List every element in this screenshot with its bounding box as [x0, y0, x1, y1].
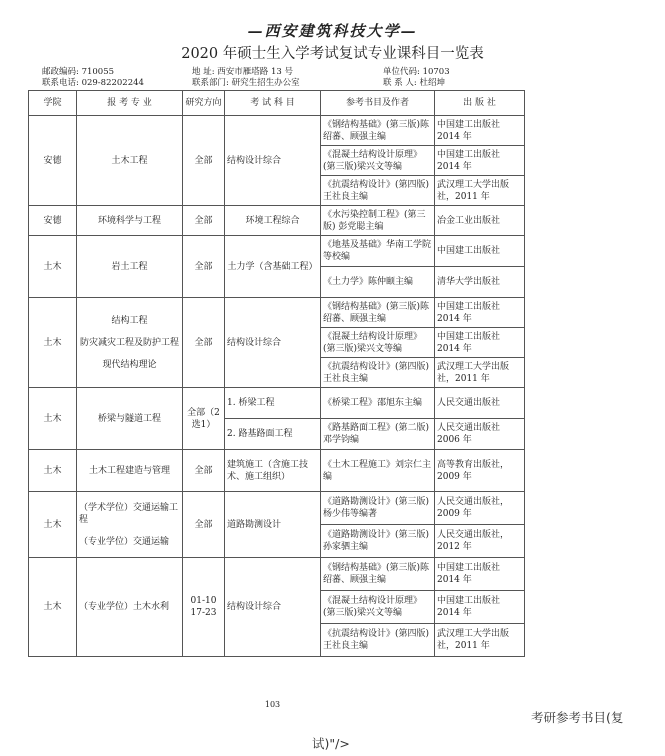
- unit-code-label: 单位代码:: [383, 67, 420, 77]
- subject-cell: 建筑施工（含施工技术、施工组织）: [225, 450, 321, 492]
- publisher-cell: 中国建工出版社 2014 年: [435, 558, 525, 591]
- table-row: [29, 388, 525, 419]
- book-cell: 《土力学》陈仲颐主编: [321, 267, 435, 298]
- postcode-label: 邮政编码:: [42, 67, 79, 77]
- header-books: 参考书目及作者: [321, 91, 435, 116]
- table-row: [29, 450, 525, 492]
- book-cell: 《路基路面工程》(第二版)邓学钧编: [321, 419, 435, 450]
- university-name: —西安建筑科技大学—: [247, 22, 418, 40]
- major-line: 防灾减灾工程及防护工程: [79, 337, 179, 348]
- book-cell: 《抗震结构设计》(第四版)王社良主编: [321, 176, 435, 206]
- publisher-cell: 中国建工出版社: [435, 236, 525, 267]
- major-line: （学术学位）交通运输工程: [79, 502, 179, 525]
- postcode-info: [42, 67, 114, 78]
- major-line: 结构工程: [111, 315, 148, 326]
- unit-code-info: [383, 67, 450, 78]
- publisher-cell: 中国建工出版社 2014 年: [435, 116, 525, 146]
- document-title: 2020 年硕士生入学考试复试专业课科目一览表: [181, 46, 484, 62]
- direction-cell: 全部: [183, 116, 225, 206]
- direction-cell: 全部: [183, 236, 225, 298]
- book-cell: 《钢结构基础》(第三版)陈绍蕃、顾强主编: [321, 116, 435, 146]
- publisher-cell: 中国建工出版社 2014 年: [435, 328, 525, 358]
- contact-value: 杜绍坤: [419, 78, 445, 88]
- phone-label: 联系电话:: [42, 78, 79, 88]
- college-cell: 土木: [29, 558, 77, 657]
- publisher-cell: 武汉理工大学出版社，2011 年: [435, 176, 525, 206]
- image-caption-line-1: 考研参考书目(复: [531, 710, 624, 725]
- book-cell: 《混凝土结构设计原理》(第三版)梁兴文等编: [321, 146, 435, 176]
- phone-info: [42, 78, 144, 89]
- major-cell: 环境科学与工程: [77, 206, 183, 236]
- book-cell: 《桥梁工程》邵旭东主编: [321, 388, 435, 419]
- college-cell: 土木: [29, 298, 77, 388]
- publisher-cell: 人民交通出版社 2006 年: [435, 419, 525, 450]
- publisher-cell: 人民交通出版社: [435, 388, 525, 419]
- postcode-value: 710055: [81, 67, 115, 77]
- dept-label: 联系部门:: [192, 78, 229, 88]
- college-cell: 安德: [29, 206, 77, 236]
- exam-subject-table: [28, 90, 525, 657]
- subject-cell: 结构设计综合: [225, 116, 321, 206]
- subject-cell: 土力学（含基础工程）: [225, 236, 321, 298]
- major-cell: 土木工程建造与管理: [77, 450, 183, 492]
- dept-info: [192, 78, 300, 89]
- subject-cell: 1. 桥梁工程: [225, 388, 321, 419]
- book-cell: 《土木工程施工》刘宗仁主编: [321, 450, 435, 492]
- college-cell: 土木: [29, 388, 77, 450]
- subject-cell: 2. 路基路面工程: [225, 419, 321, 450]
- dept-value: 研究生招生办公室: [231, 78, 300, 88]
- header-subject: 考 试 科 目: [225, 91, 321, 116]
- book-cell: 《道路勘测设计》(第三版)孙家驷主编: [321, 525, 435, 558]
- address-label: 地 址:: [192, 67, 215, 77]
- publisher-cell: 武汉理工大学出版社，2011 年: [435, 358, 525, 388]
- table-header-row: [29, 91, 525, 116]
- publisher-cell: 中国建工出版社 2014 年: [435, 591, 525, 624]
- book-cell: 《混凝土结构设计原理》(第三版)梁兴文等编: [321, 328, 435, 358]
- header-direction: 研究方向: [183, 91, 225, 116]
- book-cell: 《抗震结构设计》(第四版)王社良主编: [321, 358, 435, 388]
- table-row: [29, 116, 525, 146]
- book-cell: 《抗震结构设计》(第四版)王社良主编: [321, 624, 435, 657]
- college-cell: 土木: [29, 450, 77, 492]
- subject-cell: 环境工程综合: [225, 206, 321, 236]
- college-cell: 安德: [29, 116, 77, 206]
- header-major: 报 考 专 业: [77, 91, 183, 116]
- book-cell: 《钢结构基础》(第三版)陈绍蕃、顾强主编: [321, 558, 435, 591]
- major-cell: [77, 298, 183, 388]
- page-number: 103: [264, 700, 281, 709]
- publisher-cell: 人民交通出版社，2009 年: [435, 492, 525, 525]
- image-caption-line-2: 试)"/>: [312, 736, 350, 751]
- table-row: [29, 298, 525, 328]
- major-line: （专业学位）交通运输: [79, 536, 170, 547]
- direction-cell: 全部: [183, 206, 225, 236]
- publisher-cell: 中国建工出版社 2014 年: [435, 146, 525, 176]
- direction-cell: 01-10 17-23: [183, 558, 225, 657]
- publisher-cell: 清华大学出版社: [435, 267, 525, 298]
- contact-label: 联 系 人:: [383, 78, 417, 88]
- book-cell: 《水污染控制工程》(第三版) 彭党聪主编: [321, 206, 435, 236]
- book-cell: 《地基及基础》华南工学院等校编: [321, 236, 435, 267]
- publisher-cell: 中国建工出版社 2014 年: [435, 298, 525, 328]
- major-cell: （专业学位）土木水利: [77, 558, 183, 657]
- book-cell: 《混凝土结构设计原理》(第三版)梁兴文等编: [321, 591, 435, 624]
- direction-cell: 全部: [183, 298, 225, 388]
- address-value: 西安市雁塔路 13 号: [217, 67, 294, 77]
- publisher-cell: 冶金工业出版社: [435, 206, 525, 236]
- phone-value: 029-82202244: [81, 78, 144, 88]
- contact-info: [383, 78, 445, 89]
- major-line: 现代结构理论: [102, 359, 157, 370]
- table-row: [29, 206, 525, 236]
- college-cell: 土木: [29, 492, 77, 558]
- college-cell: 土木: [29, 236, 77, 298]
- table-row: [29, 558, 525, 591]
- header-publisher: 出 版 社: [435, 91, 525, 116]
- major-cell: [77, 492, 183, 558]
- major-cell: 岩土工程: [77, 236, 183, 298]
- unit-code-value: 10703: [422, 67, 450, 77]
- address-info: [192, 67, 293, 78]
- direction-cell: 全部: [183, 450, 225, 492]
- subject-cell: 结构设计综合: [225, 298, 321, 388]
- book-cell: 《钢结构基础》(第三版)陈绍蕃、顾强主编: [321, 298, 435, 328]
- subject-cell: 道路勘测设计: [225, 492, 321, 558]
- table-row: [29, 236, 525, 267]
- direction-cell: 全部（2选1）: [183, 388, 225, 450]
- subject-cell: 结构设计综合: [225, 558, 321, 657]
- table-row: [29, 492, 525, 525]
- publisher-cell: 人民交通出版社，2012 年: [435, 525, 525, 558]
- direction-cell: 全部: [183, 492, 225, 558]
- publisher-cell: 高等教育出版社，2009 年: [435, 450, 525, 492]
- major-cell: 桥梁与隧道工程: [77, 388, 183, 450]
- major-cell: 土木工程: [77, 116, 183, 206]
- book-cell: 《道路勘测设计》(第三版)杨少伟等编著: [321, 492, 435, 525]
- header-college: 学院: [29, 91, 77, 116]
- publisher-cell: 武汉理工大学出版社，2011 年: [435, 624, 525, 657]
